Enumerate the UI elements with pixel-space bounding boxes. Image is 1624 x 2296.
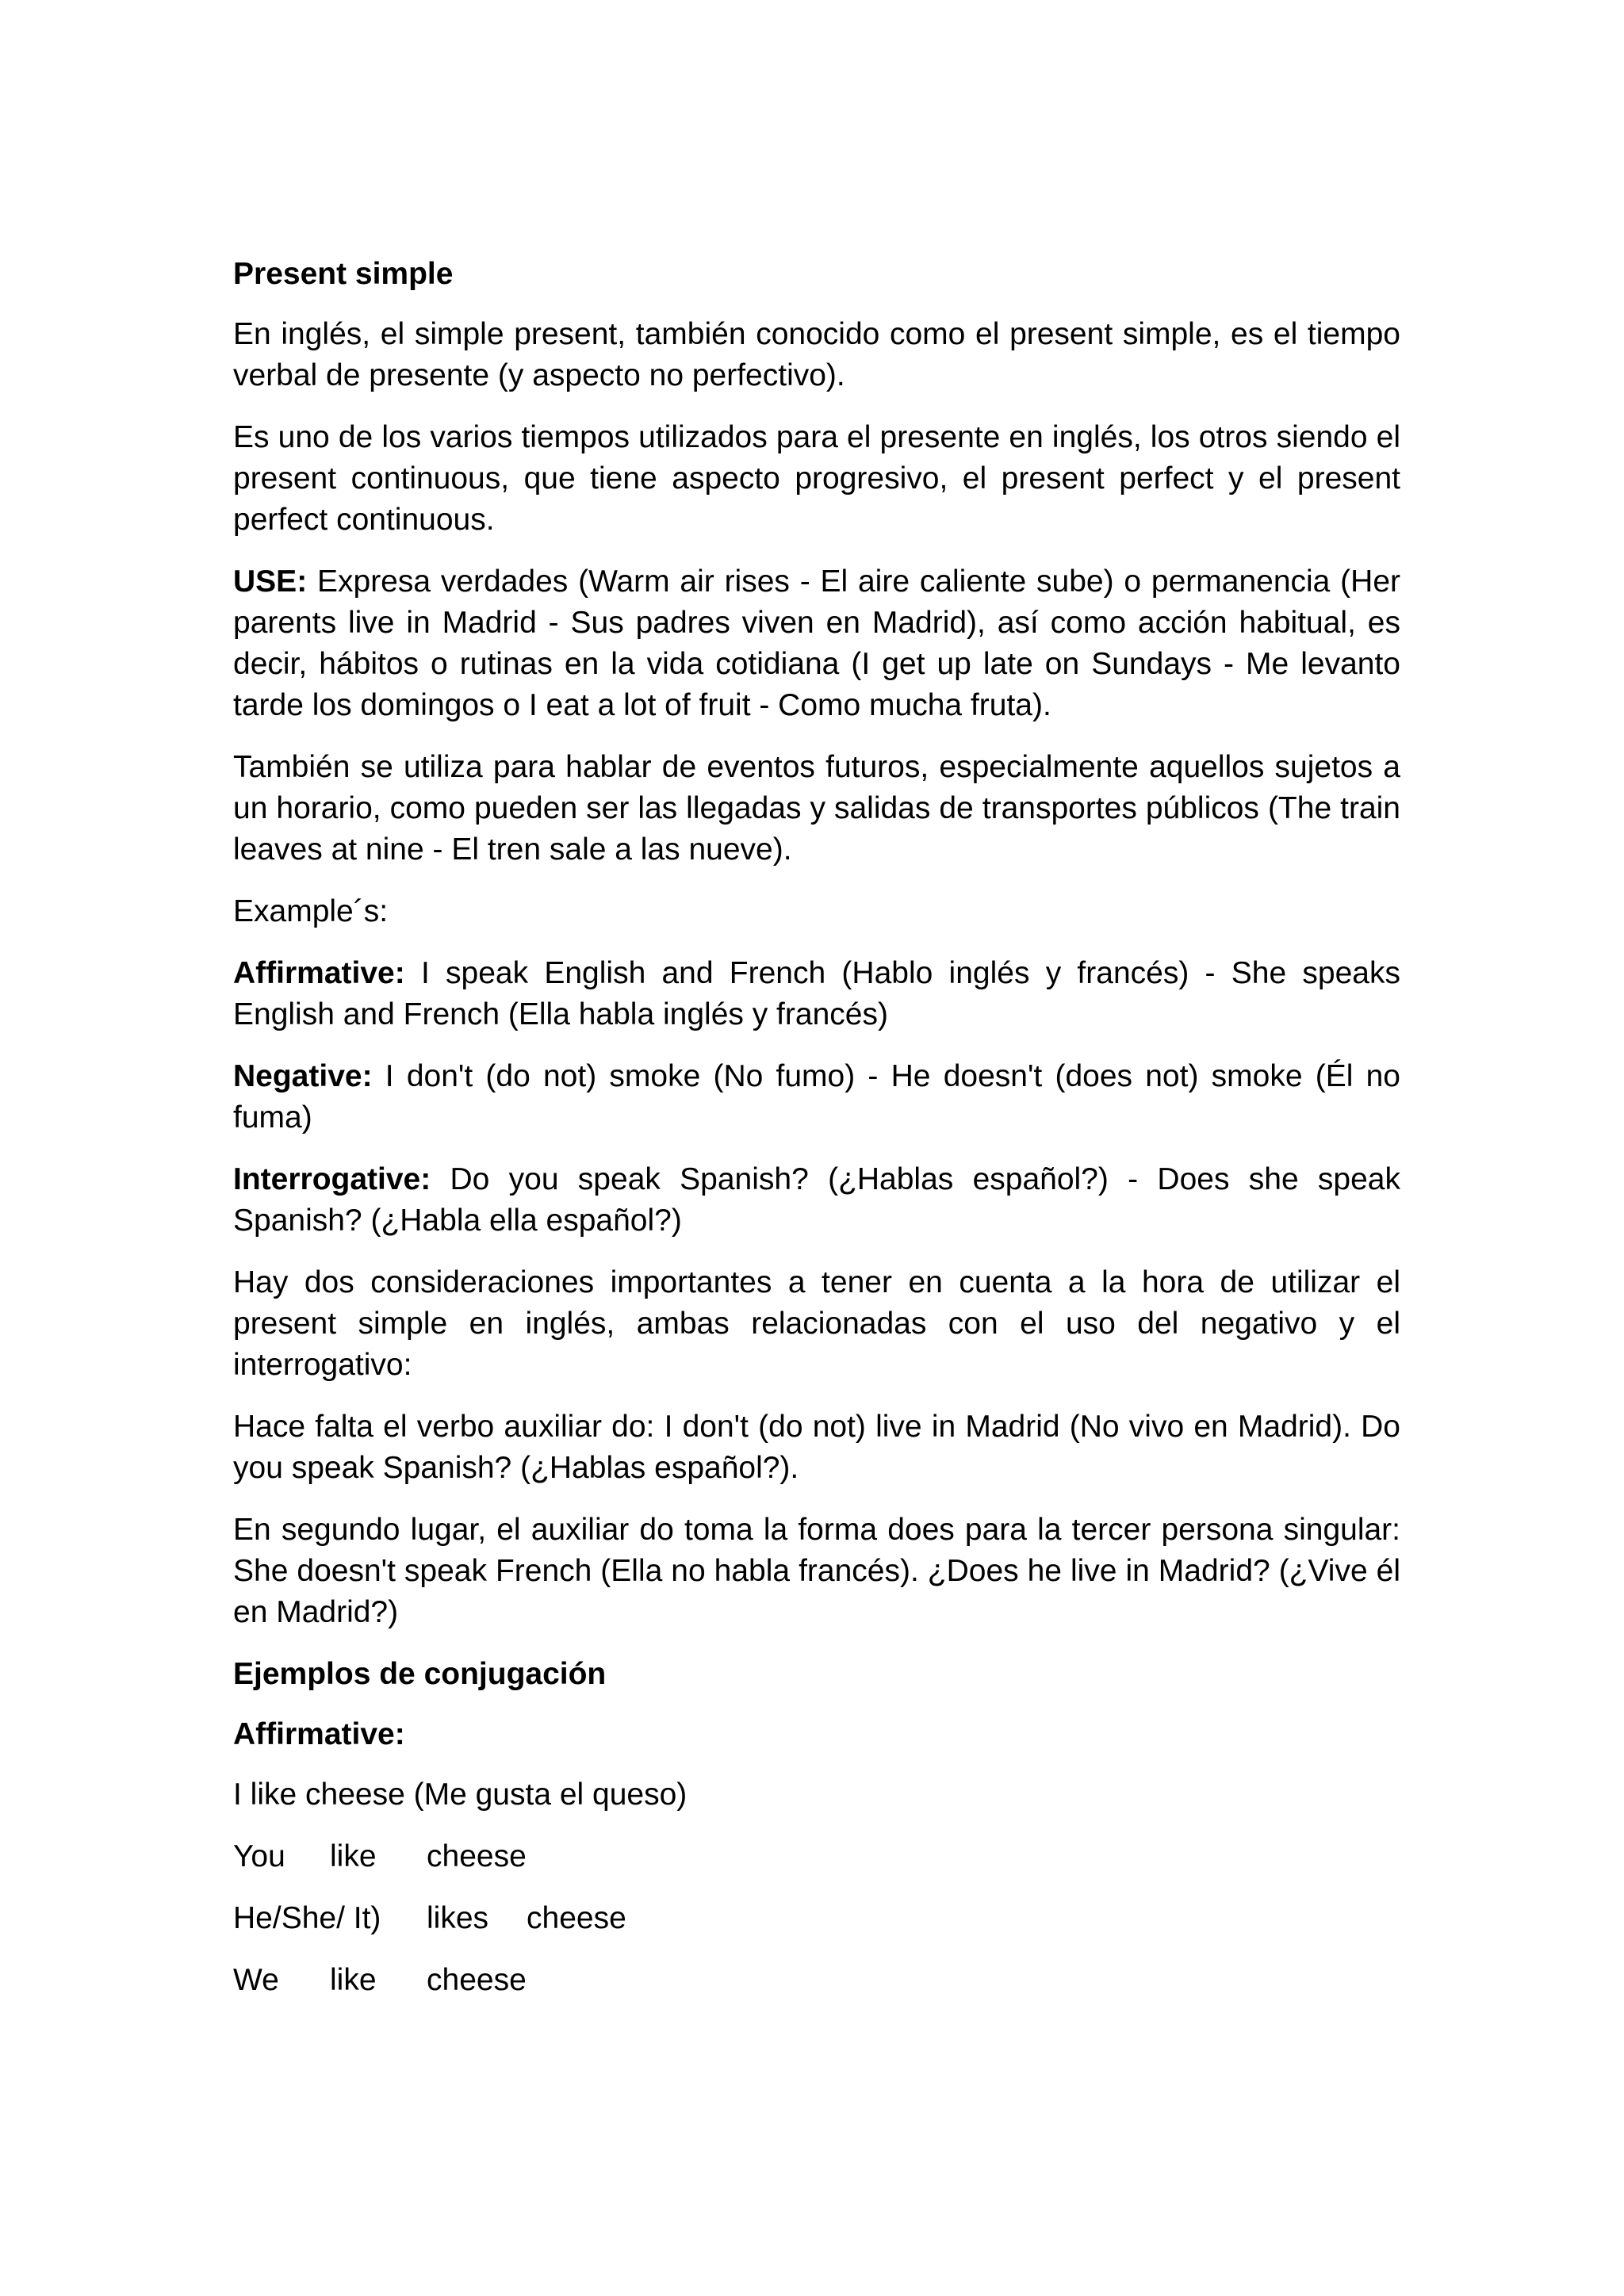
paragraph-intro: En inglés, el simple present, también conocido como el present simple, es el tiempo verbal de presente (y aspecto no perfectivo). (233, 317, 1400, 392)
example-interrogative (233, 1159, 1400, 1242)
interrogative-text: Do you speak Spanish? (¿Hablas español?) - Does she speak Spanish? (¿Habla ella español?) (233, 1162, 1400, 1238)
conjugation-pronoun: We (233, 1963, 279, 1997)
conjugation-heading: Ejemplos de conjugación (233, 1657, 607, 1691)
document-page (233, 254, 1400, 2022)
conjugation-row (233, 1898, 1400, 1939)
conjugation-object: cheese (427, 1839, 527, 1873)
conjugation-pronoun: You (233, 1839, 285, 1873)
conjugation-verb: like (330, 1963, 377, 1997)
conjugation-object: cheese (527, 1901, 626, 1935)
affirmative-label: Affirmative: (233, 956, 405, 990)
page-title: Present simple (233, 257, 454, 291)
use-text: Expresa verdades (Warm air rises - El aire caliente sube) o permanencia (Her parents live in Madrid - Sus padres viven en Madrid), así como acción habitual, es decir, hábitos o rutinas en la vida cotidiana (I get up late on Sundays - Me levanto tarde los domingos o I eat a lot of fruit - Como mucha fruta). (233, 564, 1400, 722)
conjugation-pronoun: He/She/ It) (233, 1901, 381, 1935)
conjugation-verb: like (330, 1839, 377, 1873)
conjugation-line-first: I like cheese (Me gusta el queso) (233, 1777, 688, 1812)
paragraph-use (233, 561, 1400, 726)
conjugation-object: cheese (427, 1963, 527, 1997)
conjugation-verb: likes (427, 1901, 489, 1935)
affirmative-text: I speak English and French (Hablo inglés y francés) - She speaks English and French (Ella habla inglés y francés) (233, 956, 1400, 1031)
interrogative-label: Interrogative: (233, 1162, 431, 1196)
paragraph-tenses: Es uno de los varios tiempos utilizados para el presente en inglés, los otros siendo el present continuous, que tiene aspecto progresivo, el present perfect y el present perfect continuous. (233, 420, 1400, 537)
conjugation-row (233, 1836, 1400, 1877)
examples-label: Example´s: (233, 894, 389, 928)
paragraph-auxiliary-do: Hace falta el verbo auxiliar do: I don't (do not) live in Madrid (No vivo en Madrid). Do you speak Spanish? (¿Hablas español?). (233, 1410, 1400, 1485)
paragraph-future: También se utiliza para hablar de eventos futuros, especialmente aquellos sujetos a un horario, como pueden ser las llegadas y salidas de transportes públicos (The train leaves at nine - El tren sale a las nueve). (233, 750, 1400, 867)
conjugation-affirmative-label: Affirmative: (233, 1717, 405, 1751)
paragraph-auxiliary-does: En segundo lugar, el auxiliar do toma la forma does para la tercer persona singular: She doesn't speak French (Ella no habla francés). ¿Does he live in Madrid? (¿Vive él en Madrid?) (233, 1513, 1400, 1629)
paragraph-considerations: Hay dos consideraciones importantes a tener en cuenta a la hora de utilizar el present simple en inglés, ambas relacionadas con el uso del negativo y el interrogativo: (233, 1265, 1400, 1382)
example-negative (233, 1056, 1400, 1138)
negative-text: I don't (do not) smoke (No fumo) - He doesn't (does not) smoke (Él no fuma) (233, 1059, 1400, 1135)
negative-label: Negative: (233, 1059, 373, 1093)
conjugation-row (233, 1960, 1400, 2001)
use-label: USE: (233, 564, 308, 599)
example-affirmative (233, 953, 1400, 1035)
